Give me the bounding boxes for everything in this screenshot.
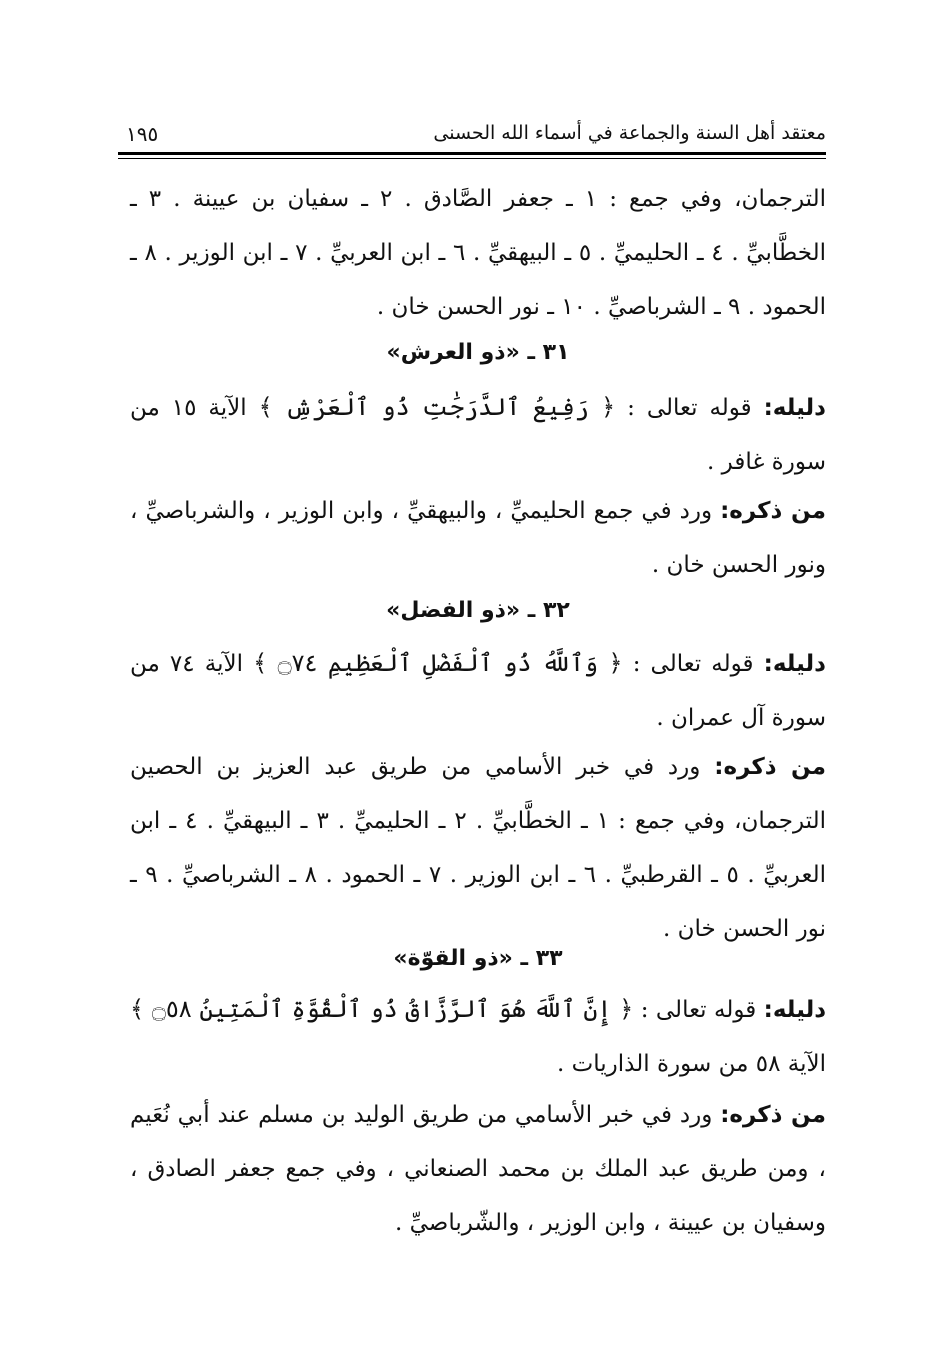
daleel-intro: قوله تعالى : [627,395,752,421]
daleel-reference: الآية ١٥ من سورة غافر . [130,395,826,475]
intro-paragraph: الترجمان، وفي جمع : ١ ـ جعفر الصَّادق . ٢ ـ سفيان بن عيينة . ٣ ـ الخطَّابيِّ . ٤ ـ الحليميِّ . ٥ ـ البيهقيِّ . ٦ ـ ابن العربيِّ . ٧ ـ ابن الوزير . ٨ ـ الحمود . ٩ ـ الشرباصيِّ . ١٠ ـ نور الحسن خان . [130,186,827,320]
dhikr-paragraph-31 [130,484,826,592]
dhikr-label: من ذكره: [720,1102,826,1128]
dhikr-paragraph-32 [130,740,826,956]
page-number: ١٩٥ [126,122,159,146]
daleel-reference: الآية ٥٨ من سورة الذاريات . [556,1051,826,1077]
daleel-intro: قوله تعالى : [632,651,754,677]
dhikr-text: ورد في خبر الأسامي من طريق عبد العزيز بن الحصين الترجمان، وفي جمع : ١ ـ الخطَّابيِّ . ٢ ـ الحليميِّ . ٣ ـ البيهقيِّ . ٤ ـ ابن العربيِّ . ٥ ـ القرطبيِّ . ٦ ـ ابن الوزير . ٧ ـ الحمود . ٨ ـ الشرباصيِّ . ٩ ـ نور الحسن خان . [130,754,826,942]
quran-verse: ﴿ وَٱللَّهُ ذُو ٱلْفَضْلِ ٱلْعَظِيمِ ۝٧٤ ﴾ [253,649,623,677]
header-rule-thin [118,158,826,159]
section-heading-32: ٣٢ ـ «ذو الفضل» [386,598,570,623]
daleel-label: دليله: [763,651,826,677]
header-rule-thick [118,152,826,155]
dhikr-label: من ذكره: [720,498,826,524]
dhikr-label: من ذكره: [714,754,826,780]
daleel-intro: قوله تعالى : [640,997,757,1023]
section-heading-33: ٣٣ ـ «ذو القوّة» [393,946,563,971]
daleel-label: دليله: [763,997,827,1023]
daleel-label: دليله: [763,395,826,421]
daleel-paragraph-31 [130,380,826,489]
daleel-reference: الآية ٧٤ من سورة آل عمران . [130,651,826,731]
dhikr-text: ورد في جمع الحليميِّ ، والبيهقيِّ ، وابن الوزير ، والشرباصيِّ ، ونور الحسن خان . [130,498,826,578]
dhikr-paragraph-33 [130,1088,826,1250]
running-title: معتقد أهل السنة والجماعة في أسماء الله الحسنى [433,122,826,144]
page-header [118,112,826,156]
quran-verse: ﴿ رَفِيعُ ٱلدَّرَجَٰتِ ذُو ٱلْعَرْشِ ﴾ [258,393,616,421]
quran-verse: ﴿ إِنَّ ٱللَّهَ هُوَ ٱلرَّزَّاقُ ذُو ٱلْقُوَّةِ ٱلْمَتِينُ ۝٥٨ ﴾ [130,995,634,1023]
dhikr-text: ورد في خبر الأسامي من طريق الوليد بن مسلم عند أبي نُعَيم ، ومن طريق عبد الملك بن محمد الصنعاني ، وفي جمع جعفر الصادق ، وسفيان بن عيينة ، وابن الوزير ، والشّرباصيِّ . [130,1102,826,1236]
daleel-paragraph-32 [130,636,826,745]
daleel-paragraph-33 [130,982,826,1091]
section-heading-31: ٣١ ـ «ذو العرش» [386,340,570,365]
